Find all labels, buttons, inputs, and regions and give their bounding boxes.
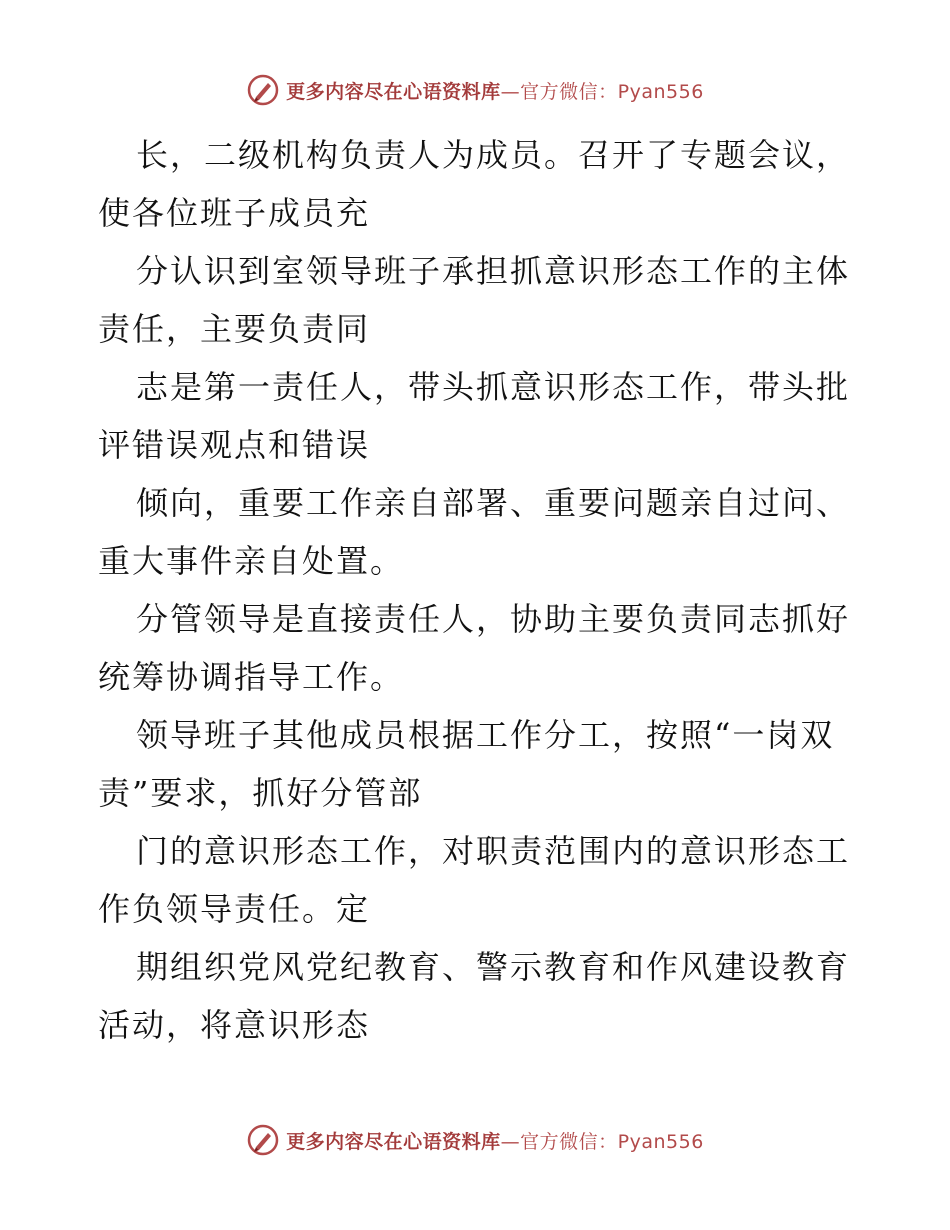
paragraph-line-2: 作负领导责任。定: [98, 890, 371, 928]
paragraph-line-2: 活动，将意识形态: [98, 1006, 371, 1044]
watermark-text: [286, 77, 704, 104]
paragraph: [98, 590, 858, 706]
paragraph-line-2: 评错误观点和错误: [98, 426, 371, 464]
paragraph: [98, 938, 858, 1054]
paragraph: [98, 822, 858, 938]
header-watermark-banner: [0, 70, 950, 110]
paragraph-line-1: 志是第一责任人，带头抓意识形态工作，带头批: [136, 368, 851, 406]
watermark-main: 更多内容尽在心语资料库: [286, 1130, 501, 1153]
paragraph-line-1: 门的意识形态工作，对职责范围内的意识形态工: [136, 832, 851, 870]
paragraph-line-1: 分认识到室领导班子承担抓意识形态工作的主体: [136, 252, 851, 290]
pen-logo-icon: [246, 1123, 280, 1157]
watermark-main: 更多内容尽在心语资料库: [286, 80, 501, 103]
paragraph-line-2: 重大事件亲自处置。: [98, 542, 405, 580]
pen-logo-icon: [246, 73, 280, 107]
document-body: [98, 126, 858, 1054]
paragraph-line-2: 责”要求，抓好分管部: [98, 774, 423, 812]
paragraph-line-1: 倾向，重要工作亲自部署、重要问题亲自过问、: [136, 484, 851, 522]
paragraph-line-2: 使各位班子成员充: [98, 194, 371, 232]
paragraph-line-2: 责任，主要负责同: [98, 310, 371, 348]
paragraph-line-2: 统筹协调指导工作。: [98, 658, 405, 696]
watermark-sub: 官方微信：Pyan556: [520, 80, 704, 103]
watermark-text: [286, 1127, 704, 1154]
paragraph: [98, 126, 858, 242]
watermark-sub: 官方微信：Pyan556: [520, 1130, 704, 1153]
paragraph: [98, 706, 858, 822]
paragraph-line-1: 领导班子其他成员根据工作分工，按照“一岗双: [136, 716, 835, 754]
footer-watermark-banner: [0, 1120, 950, 1160]
paragraph: [98, 242, 858, 358]
paragraph: [98, 474, 858, 590]
watermark-dash: —: [500, 80, 521, 103]
paragraph-line-1: 期组织党风党纪教育、警示教育和作风建设教育: [136, 948, 851, 986]
watermark-dash: —: [500, 1130, 521, 1153]
paragraph-line-1: 分管领导是直接责任人，协助主要负责同志抓好: [136, 600, 851, 638]
paragraph: [98, 358, 858, 474]
paragraph-line-1: 长，二级机构负责人为成员。召开了专题会议，: [136, 136, 851, 174]
